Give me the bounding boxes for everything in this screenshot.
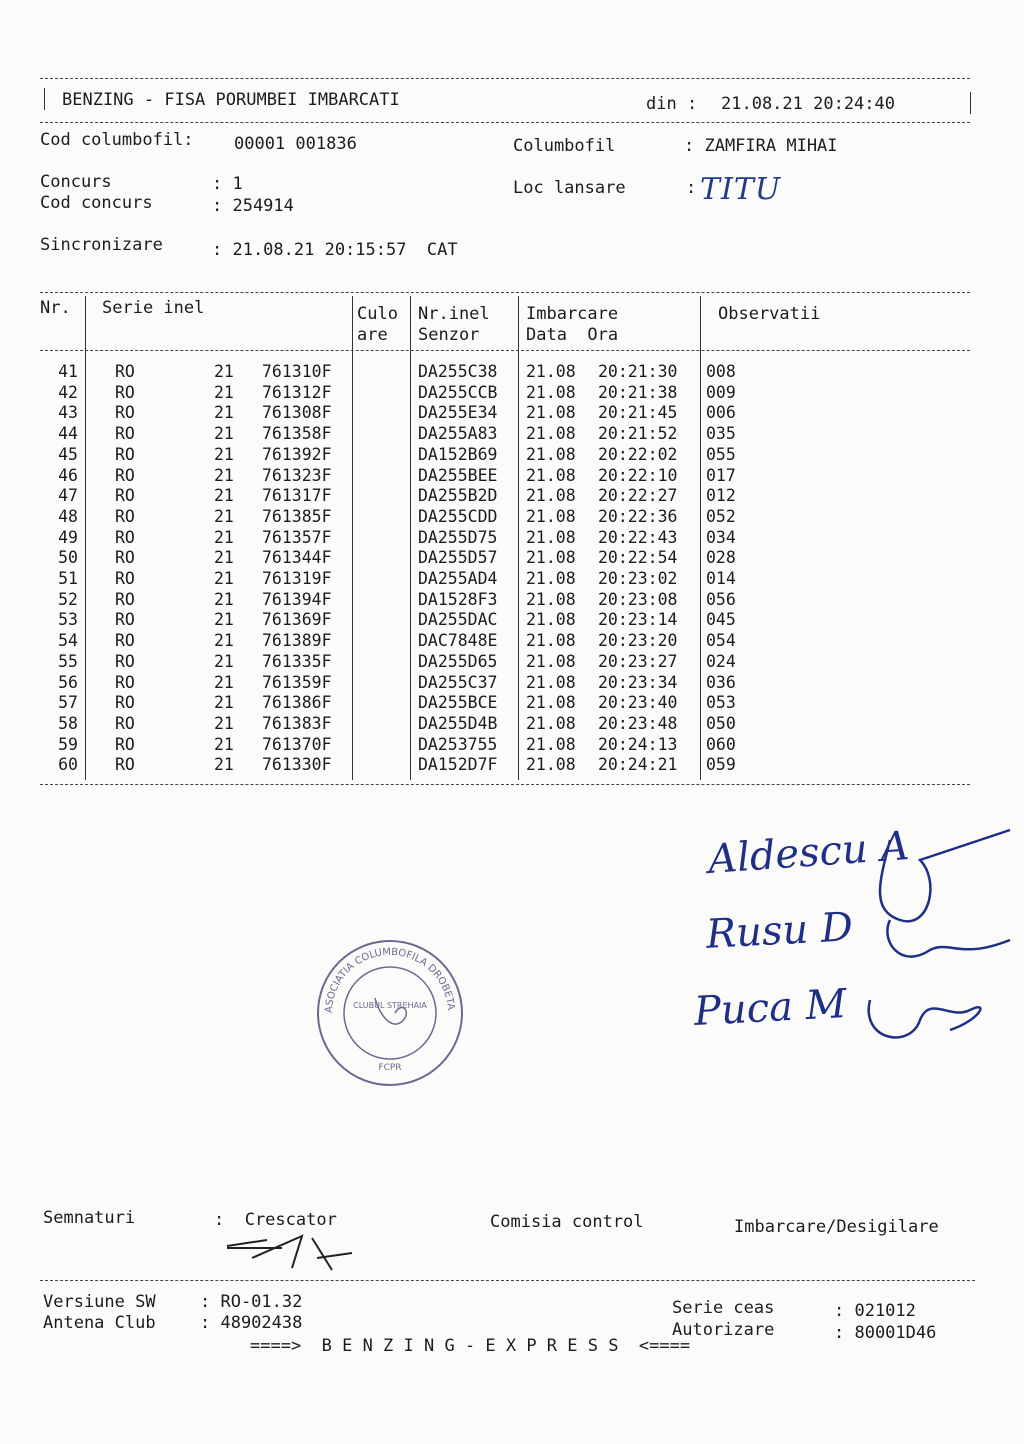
cell-country: RO bbox=[115, 465, 135, 485]
cell-ring: 761358F bbox=[262, 424, 332, 444]
cell-country: RO bbox=[115, 362, 135, 381]
cell-nr: 42 bbox=[58, 382, 78, 402]
cell-nr: 52 bbox=[58, 589, 78, 609]
cell-nr: 59 bbox=[58, 734, 78, 754]
footer-rule bbox=[40, 1280, 975, 1281]
cell-year: 21 bbox=[214, 589, 234, 609]
cell-date: 21.08 bbox=[526, 755, 576, 775]
cell-year: 21 bbox=[214, 610, 234, 630]
din-label: din : bbox=[646, 94, 698, 114]
cell-nr: 57 bbox=[58, 693, 78, 713]
table-row bbox=[0, 735, 1024, 756]
th-imbarcare: Imbarcare bbox=[526, 304, 619, 324]
cell-sensor: DA255CCB bbox=[418, 382, 498, 402]
cell-nr: 50 bbox=[58, 548, 78, 568]
cell-sensor: DA255DAC bbox=[418, 610, 498, 630]
cell-sensor: DA255C38 bbox=[418, 362, 498, 381]
cell-time: 20:23:08 bbox=[598, 589, 678, 609]
cell-time: 20:22:27 bbox=[598, 486, 678, 506]
cell-time: 20:21:38 bbox=[598, 382, 678, 402]
table-row bbox=[0, 755, 1024, 776]
cell-date: 21.08 bbox=[526, 734, 576, 754]
cell-observatii: 034 bbox=[706, 527, 736, 547]
cell-country: RO bbox=[115, 651, 135, 671]
cell-time: 20:21:52 bbox=[598, 424, 678, 444]
cell-year: 21 bbox=[214, 403, 234, 423]
cell-year: 21 bbox=[214, 755, 234, 775]
cell-time: 20:23:02 bbox=[598, 569, 678, 588]
autorizare-value: : 80001D46 bbox=[834, 1323, 937, 1343]
cell-date: 21.08 bbox=[526, 548, 576, 568]
comisia-label: Comisia control bbox=[490, 1212, 644, 1232]
cell-nr: 46 bbox=[58, 465, 78, 485]
cell-year: 21 bbox=[214, 424, 234, 444]
cell-nr: 43 bbox=[58, 403, 78, 423]
cell-time: 20:23:40 bbox=[598, 693, 678, 713]
th-nr-inel: Nr.inel bbox=[418, 304, 490, 324]
cell-sensor: DA152D7F bbox=[418, 755, 498, 775]
cell-year: 21 bbox=[214, 651, 234, 671]
concurs-label: Concurs bbox=[40, 172, 112, 192]
crescator-label: : Crescator bbox=[214, 1210, 337, 1230]
cell-sensor: DA255BEE bbox=[418, 465, 498, 485]
cell-year: 21 bbox=[214, 486, 234, 506]
cell-year: 21 bbox=[214, 548, 234, 568]
cell-date: 21.08 bbox=[526, 651, 576, 671]
cell-observatii: 014 bbox=[706, 569, 736, 588]
cell-time: 20:22:10 bbox=[598, 465, 678, 485]
table-row bbox=[0, 424, 1024, 445]
th-data-ora: Data Ora bbox=[526, 325, 619, 345]
table-bottom-rule bbox=[40, 784, 970, 785]
cell-ring: 761317F bbox=[262, 486, 332, 506]
cell-date: 21.08 bbox=[526, 465, 576, 485]
club-stamp bbox=[315, 938, 465, 1088]
cell-nr: 48 bbox=[58, 506, 78, 526]
cell-date: 21.08 bbox=[526, 589, 576, 609]
cell-observatii: 012 bbox=[706, 486, 736, 506]
th-culoare-1: Culo bbox=[357, 304, 398, 324]
cell-ring: 761394F bbox=[262, 589, 332, 609]
stamp-inner-text: CLUBUL STREHAIA bbox=[353, 1001, 427, 1010]
cell-country: RO bbox=[115, 486, 135, 506]
cell-sensor: DA152B69 bbox=[418, 444, 498, 464]
table-row bbox=[0, 610, 1024, 631]
cell-time: 20:22:36 bbox=[598, 506, 678, 526]
cell-observatii: 028 bbox=[706, 548, 736, 568]
cell-ring: 761312F bbox=[262, 382, 332, 402]
cell-time: 20:23:34 bbox=[598, 672, 678, 692]
concurs-value: : 1 bbox=[212, 174, 243, 194]
table-row bbox=[0, 466, 1024, 487]
cell-observatii: 050 bbox=[706, 713, 736, 733]
cell-year: 21 bbox=[214, 465, 234, 485]
serie-ceas-value: : 021012 bbox=[834, 1301, 916, 1321]
cell-country: RO bbox=[115, 713, 135, 733]
cell-country: RO bbox=[115, 569, 135, 588]
cell-date: 21.08 bbox=[526, 610, 576, 630]
cell-year: 21 bbox=[214, 693, 234, 713]
cell-time: 20:24:13 bbox=[598, 734, 678, 754]
cell-nr: 45 bbox=[58, 444, 78, 464]
cell-sensor: DA255D65 bbox=[418, 651, 498, 671]
columbofil-label: Columbofil bbox=[513, 136, 616, 156]
cell-ring: 761344F bbox=[262, 548, 332, 568]
cell-ring: 761308F bbox=[262, 403, 332, 423]
cell-ring: 761369F bbox=[262, 610, 332, 630]
table-row bbox=[0, 714, 1024, 735]
table-row bbox=[0, 445, 1024, 466]
sincronizare-label: Sincronizare bbox=[40, 235, 163, 255]
cell-date: 21.08 bbox=[526, 672, 576, 692]
cell-country: RO bbox=[115, 382, 135, 402]
cod-concurs-label: Cod concurs bbox=[40, 193, 153, 213]
cell-nr: 60 bbox=[58, 755, 78, 775]
table-row bbox=[0, 383, 1024, 404]
sincronizare-value: : 21.08.21 20:15:57 CAT bbox=[212, 240, 458, 260]
cell-year: 21 bbox=[214, 672, 234, 692]
table-row bbox=[0, 673, 1024, 694]
cell-date: 21.08 bbox=[526, 424, 576, 444]
table-row bbox=[0, 486, 1024, 507]
cell-sensor: DA1528F3 bbox=[418, 589, 498, 609]
cell-observatii: 036 bbox=[706, 672, 736, 692]
table-row bbox=[0, 528, 1024, 549]
cell-time: 20:21:45 bbox=[598, 403, 678, 423]
antena-value: : 48902438 bbox=[200, 1313, 303, 1333]
cell-ring: 761323F bbox=[262, 465, 332, 485]
signature-scribbles bbox=[860, 820, 1020, 1060]
header-top-rule bbox=[40, 78, 970, 79]
cell-country: RO bbox=[115, 506, 135, 526]
cell-country: RO bbox=[115, 424, 135, 444]
versiune-label: Versiune SW bbox=[43, 1292, 156, 1312]
table-row bbox=[0, 590, 1024, 611]
cell-ring: 761359F bbox=[262, 672, 332, 692]
signature-1: Aldescu A bbox=[706, 823, 911, 883]
header-left-border bbox=[44, 88, 45, 110]
cell-nr: 47 bbox=[58, 486, 78, 506]
table-row bbox=[0, 569, 1024, 590]
versiune-value: : RO-01.32 bbox=[200, 1292, 303, 1312]
cell-ring: 761330F bbox=[262, 755, 332, 775]
cell-observatii: 056 bbox=[706, 589, 736, 609]
cell-ring: 761386F bbox=[262, 693, 332, 713]
stamp-bottom-text: FCPR bbox=[378, 1063, 402, 1073]
cell-observatii: 006 bbox=[706, 403, 736, 423]
stamp-outer-text: ASOCIATIA COLUMBOFILA DROBETA bbox=[323, 946, 456, 1014]
cell-year: 21 bbox=[214, 631, 234, 651]
cell-time: 20:23:20 bbox=[598, 631, 678, 651]
cell-sensor: DA253755 bbox=[418, 734, 498, 754]
th-culoare-2: are bbox=[357, 325, 388, 345]
header-bottom-rule bbox=[40, 122, 970, 123]
cell-country: RO bbox=[115, 548, 135, 568]
cell-date: 21.08 bbox=[526, 382, 576, 402]
cell-sensor: DA255D4B bbox=[418, 713, 498, 733]
cell-country: RO bbox=[115, 631, 135, 651]
cell-observatii: 054 bbox=[706, 631, 736, 651]
cod-concurs-value: : 254914 bbox=[212, 196, 294, 216]
cell-nr: 54 bbox=[58, 631, 78, 651]
cell-observatii: 009 bbox=[706, 382, 736, 402]
cell-nr: 53 bbox=[58, 610, 78, 630]
cell-ring: 761319F bbox=[262, 569, 332, 588]
cell-year: 21 bbox=[214, 506, 234, 526]
cell-sensor: DA255A83 bbox=[418, 424, 498, 444]
cell-year: 21 bbox=[214, 444, 234, 464]
cell-country: RO bbox=[115, 527, 135, 547]
columbofil-value: : ZAMFIRA MIHAI bbox=[684, 136, 838, 156]
cell-observatii: 045 bbox=[706, 610, 736, 630]
cell-date: 21.08 bbox=[526, 693, 576, 713]
cod-columbofil-label: Cod columbofil: bbox=[40, 130, 194, 150]
cell-observatii: 055 bbox=[706, 444, 736, 464]
cell-sensor: DAC7848E bbox=[418, 631, 498, 651]
cell-ring: 761389F bbox=[262, 631, 332, 651]
cell-year: 21 bbox=[214, 527, 234, 547]
cell-ring: 761335F bbox=[262, 651, 332, 671]
cell-observatii: 059 bbox=[706, 755, 736, 775]
cell-ring: 761385F bbox=[262, 506, 332, 526]
cell-year: 21 bbox=[214, 569, 234, 588]
cell-date: 21.08 bbox=[526, 527, 576, 547]
cell-time: 20:22:43 bbox=[598, 527, 678, 547]
cell-sensor: DA255D57 bbox=[418, 548, 498, 568]
cell-country: RO bbox=[115, 693, 135, 713]
cell-observatii: 017 bbox=[706, 465, 736, 485]
cell-time: 20:22:02 bbox=[598, 444, 678, 464]
cell-year: 21 bbox=[214, 382, 234, 402]
th-observatii: Observatii bbox=[718, 304, 821, 324]
table-row bbox=[0, 362, 1024, 383]
cell-observatii: 052 bbox=[706, 506, 736, 526]
loc-lansare-colon: : bbox=[686, 178, 697, 198]
cell-nr: 41 bbox=[58, 362, 78, 381]
cell-observatii: 060 bbox=[706, 734, 736, 754]
cell-nr: 55 bbox=[58, 651, 78, 671]
imbarcare-desigilare-label: Imbarcare/Desigilare bbox=[734, 1217, 939, 1237]
cell-date: 21.08 bbox=[526, 506, 576, 526]
cell-time: 20:24:21 bbox=[598, 755, 678, 775]
cell-sensor: DA255AD4 bbox=[418, 569, 498, 588]
cell-ring: 761383F bbox=[262, 713, 332, 733]
cell-country: RO bbox=[115, 403, 135, 423]
th-nr: Nr. bbox=[40, 298, 71, 318]
cell-observatii: 053 bbox=[706, 693, 736, 713]
cell-ring: 761392F bbox=[262, 444, 332, 464]
table-top-rule bbox=[40, 292, 970, 293]
cell-ring: 761310F bbox=[262, 362, 332, 381]
cell-year: 21 bbox=[214, 713, 234, 733]
cell-country: RO bbox=[115, 610, 135, 630]
cell-time: 20:23:14 bbox=[598, 610, 678, 630]
cell-nr: 44 bbox=[58, 424, 78, 444]
cell-year: 21 bbox=[214, 734, 234, 754]
table-row bbox=[0, 652, 1024, 673]
cell-nr: 49 bbox=[58, 527, 78, 547]
cell-sensor: DA255BCE bbox=[418, 693, 498, 713]
cell-observatii: 024 bbox=[706, 651, 736, 671]
table-row bbox=[0, 507, 1024, 528]
antena-label: Antena Club bbox=[43, 1313, 156, 1333]
cell-year: 21 bbox=[214, 362, 234, 381]
cell-time: 20:23:48 bbox=[598, 713, 678, 733]
cell-date: 21.08 bbox=[526, 362, 576, 381]
crescator-signature bbox=[222, 1228, 362, 1278]
loc-lansare-label: Loc lansare bbox=[513, 178, 626, 198]
cell-date: 21.08 bbox=[526, 486, 576, 506]
cell-time: 20:23:27 bbox=[598, 651, 678, 671]
autorizare-label: Autorizare bbox=[672, 1320, 775, 1340]
cell-observatii: 035 bbox=[706, 424, 736, 444]
cell-ring: 761370F bbox=[262, 734, 332, 754]
din-value: 21.08.21 20:24:40 bbox=[721, 94, 895, 114]
brand-line: ====> B E N Z I N G - E X P R E S S <==== bbox=[250, 1336, 691, 1356]
signature-3: Puca M bbox=[692, 981, 848, 1035]
th-senzor: Senzor bbox=[418, 325, 480, 345]
cell-sensor: DA255E34 bbox=[418, 403, 498, 423]
cod-columbofil-value: 00001 001836 bbox=[234, 134, 357, 154]
cell-country: RO bbox=[115, 672, 135, 692]
serie-ceas-label: Serie ceas bbox=[672, 1298, 775, 1318]
table-header-rule bbox=[40, 350, 970, 351]
cell-date: 21.08 bbox=[526, 713, 576, 733]
cell-time: 20:22:54 bbox=[598, 548, 678, 568]
cell-country: RO bbox=[115, 755, 135, 775]
cell-date: 21.08 bbox=[526, 569, 576, 588]
table-row bbox=[0, 631, 1024, 652]
cell-sensor: DA255CDD bbox=[418, 506, 498, 526]
cell-date: 21.08 bbox=[526, 631, 576, 651]
table-row bbox=[0, 693, 1024, 714]
semnaturi-label: Semnaturi bbox=[43, 1208, 136, 1228]
cell-nr: 56 bbox=[58, 672, 78, 692]
cell-sensor: DA255B2D bbox=[418, 486, 498, 506]
header-right-border bbox=[970, 92, 971, 114]
table-row bbox=[0, 548, 1024, 569]
cell-ring: 761357F bbox=[262, 527, 332, 547]
cell-country: RO bbox=[115, 444, 135, 464]
cell-sensor: DA255D75 bbox=[418, 527, 498, 547]
table-row bbox=[0, 403, 1024, 424]
cell-nr: 51 bbox=[58, 569, 78, 588]
loc-lansare-value: TITU bbox=[700, 172, 782, 207]
page-title: BENZING - FISA PORUMBEI IMBARCATI bbox=[62, 90, 400, 110]
cell-time: 20:21:30 bbox=[598, 362, 678, 381]
cell-sensor: DA255C37 bbox=[418, 672, 498, 692]
cell-observatii: 008 bbox=[706, 362, 736, 381]
cell-country: RO bbox=[115, 589, 135, 609]
signature-2: Rusu D bbox=[704, 904, 855, 958]
cell-date: 21.08 bbox=[526, 403, 576, 423]
cell-country: RO bbox=[115, 734, 135, 754]
th-serie-inel: Serie inel bbox=[102, 298, 205, 318]
cell-nr: 58 bbox=[58, 713, 78, 733]
cell-date: 21.08 bbox=[526, 444, 576, 464]
